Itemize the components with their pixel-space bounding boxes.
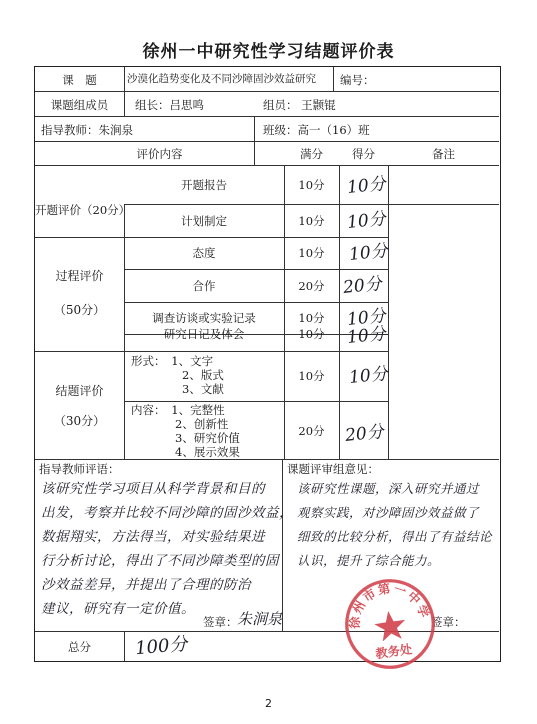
col-notes: 备注: [432, 147, 455, 161]
content-criteria-line: 3、研究价值: [175, 431, 240, 445]
advisor-comment-label: 指导教师评语：: [39, 462, 120, 476]
review-comment-text: [297, 477, 492, 573]
process-section-label: 过程评价: [55, 269, 104, 283]
leader-name: 组长：吕思鸣: [135, 98, 204, 112]
item-name: 研究日记及体会: [163, 327, 245, 341]
advisor-name: 指导教师：朱涧泉: [41, 123, 133, 137]
item-full: 10分: [298, 214, 325, 228]
form-criteria-line: 3、文献: [182, 382, 224, 396]
review-comment-line: 观察实践，对沙障固沙效益做了: [297, 505, 480, 520]
advisor-comment-text: [41, 477, 293, 621]
item-full: 10分: [298, 246, 325, 260]
rule: [388, 165, 389, 459]
rule: [124, 204, 499, 205]
seal-org-text: 徐州市第一中学: [347, 581, 432, 630]
item-full: 10分: [298, 178, 325, 192]
rule: [333, 67, 334, 91]
rule: [35, 351, 388, 352]
seal-dept-text: 教务处: [374, 642, 414, 662]
handwritten-score: 20分: [344, 422, 385, 446]
col-content: 评价内容: [136, 147, 183, 161]
total-score: 100分: [134, 633, 189, 660]
handwritten-score: 10分: [346, 174, 387, 198]
content-criteria-line: 2、创新性: [175, 417, 229, 431]
rule: [35, 459, 499, 460]
advisor-comment-line: 沙效益差异，并提出了合理的防治: [41, 577, 251, 593]
item-full: 10分: [298, 311, 325, 325]
rule: [124, 269, 388, 270]
content-criteria-line: 4、展示效果: [175, 445, 240, 459]
evaluation-form: [34, 66, 501, 662]
rule: [124, 401, 388, 402]
advisor-sign-label: 签章：: [203, 615, 238, 629]
opening-section-label: 开题评价（20分）: [35, 203, 131, 217]
review-comment-line: 认识，提升了综合能力。: [297, 553, 441, 568]
item-full: 20分: [298, 424, 325, 438]
form-criteria-line: 2、版式: [182, 368, 224, 382]
advisor-comment-line: 出发，考察并比较不同沙障的固沙效益，: [41, 505, 293, 521]
handwritten-score: 10分: [346, 324, 387, 348]
review-comment-line: 该研究性课题，深入研究并通过: [297, 481, 480, 496]
rule: [339, 165, 340, 459]
review-comment-label: 课题评审组意见：: [287, 462, 379, 476]
handwritten-score: 10分: [346, 306, 387, 330]
rule: [124, 302, 388, 303]
advisor-comment-line: 行分析讨论，得出了不同沙障类型的固: [41, 553, 279, 569]
col-score: 得分: [352, 147, 375, 161]
form-title: 徐州一中研究性学习结题评价表: [142, 42, 395, 62]
advisor-comment-line: 该研究性学习项目从科学背景和目的: [41, 481, 265, 497]
rule: [124, 631, 125, 661]
form-criteria-line: 形式： 1、文字: [131, 354, 214, 368]
item-name: 调查访谈或实验记录: [152, 311, 256, 325]
handwritten-score: 10分: [348, 241, 389, 265]
handwritten-score: 10分: [348, 364, 389, 388]
item-name: 态度: [192, 246, 216, 260]
review-sign-label: 签章：: [431, 615, 466, 629]
item-full: 10分: [298, 327, 325, 341]
process-section-points: （50分）: [53, 303, 106, 317]
seal-star-icon: [373, 609, 408, 642]
content-criteria-line: 内容： 1、完整性: [131, 403, 225, 417]
number-label: 编号：: [340, 73, 375, 87]
handwritten-score: 10分: [346, 209, 387, 233]
item-full: 20分: [298, 279, 325, 293]
review-comment-line: 细致的比较分析，得出了有益结论: [297, 529, 493, 544]
rule: [35, 165, 499, 166]
rule: [35, 141, 499, 142]
topic-value: 沙漠化趋势变化及不同沙障固沙效益研究: [127, 73, 316, 85]
advisor-comment-line: 数据翔实，方法得当，对实验结果进: [41, 529, 265, 545]
item-name: 开题报告: [181, 178, 227, 192]
rule: [35, 237, 388, 238]
class-name: 班级：高一（16）班: [263, 123, 370, 137]
members-names: 组员： 王颢锟: [263, 98, 336, 112]
page-number: 2: [265, 697, 272, 710]
school-seal: [337, 571, 443, 677]
item-name: 计划制定: [181, 214, 227, 228]
final-section-points: （30分）: [53, 414, 106, 428]
item-full: 10分: [298, 369, 325, 383]
col-full: 满分: [300, 147, 323, 161]
members-label: 课题组成员: [50, 98, 109, 112]
rule: [35, 91, 499, 92]
rule: [254, 116, 255, 141]
handwritten-score: 20分: [342, 274, 383, 298]
item-name: 合作: [192, 279, 216, 293]
topic-label: 课 题: [62, 73, 97, 87]
total-label: 总分: [68, 640, 91, 654]
advisor-signature: 朱涧泉: [237, 610, 283, 628]
rule: [124, 67, 125, 116]
final-section-label: 结题评价: [55, 384, 104, 398]
advisor-comment-line: 建议，研究有一定价值。: [41, 601, 195, 617]
rule: [35, 116, 499, 117]
